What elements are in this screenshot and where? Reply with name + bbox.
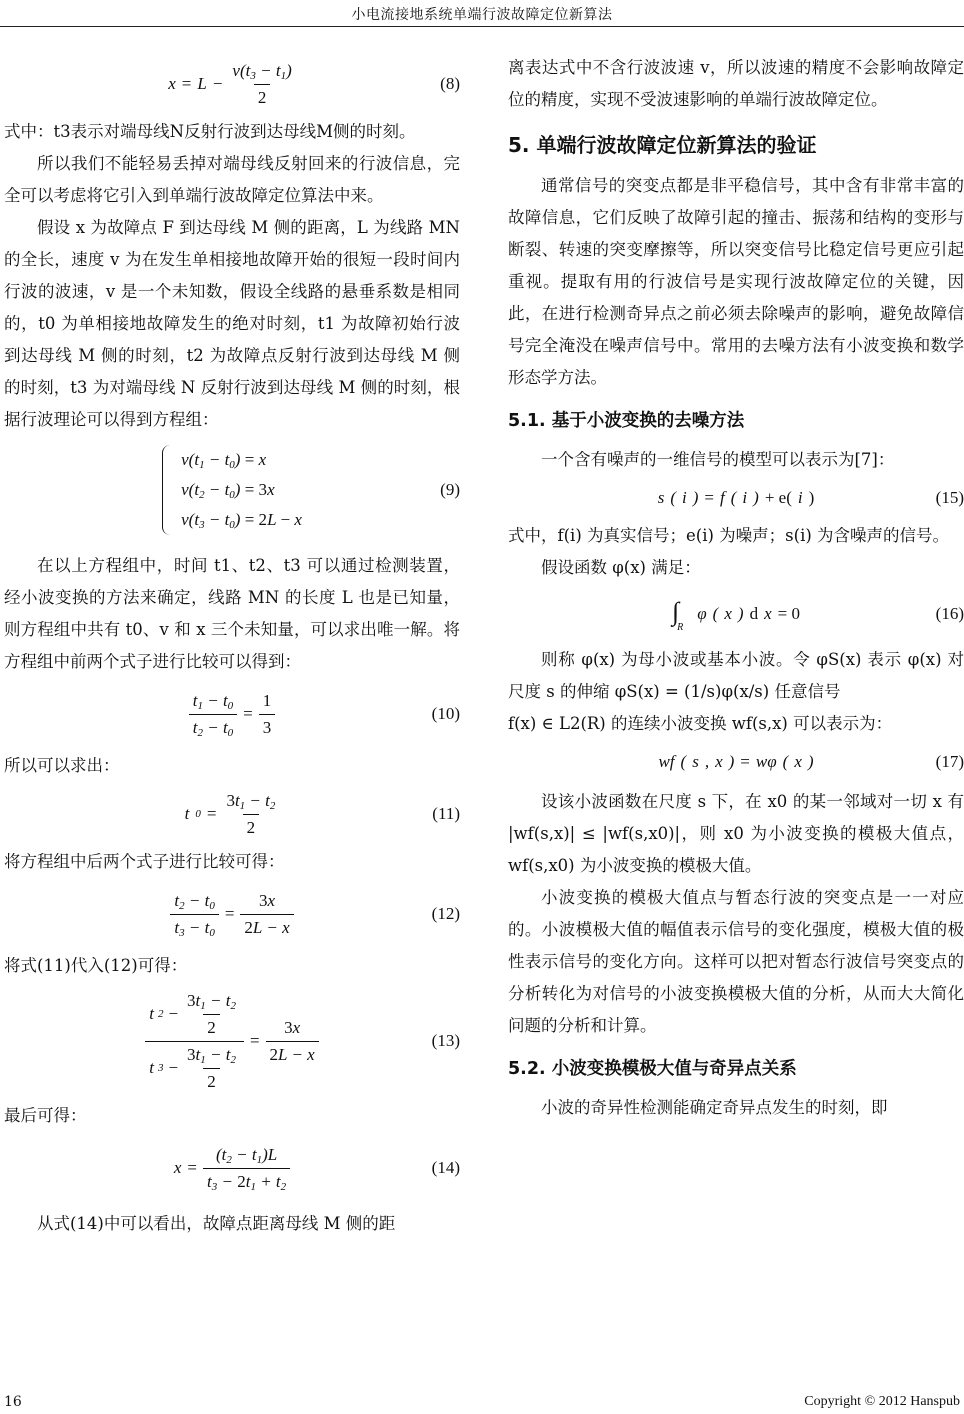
paragraph-where: 式中，f(i) 为真实信号；e(i) 为噪声；s(i) 为含噪声的信号。: [508, 526, 950, 545]
integral-sign: ∫: [672, 597, 680, 626]
paragraph-t3: 式中：t3表示对端母线N反射行波到达母线M侧的时刻。: [4, 122, 416, 141]
equation-14: x = $\frac{(t_2 - t_1)L}{t_3 - 2t_1 + t_2}$ (14): [173, 1144, 460, 1193]
equation-number: (16): [935, 604, 964, 623]
paragraph-assume: 假设 x 为故障点 F 到达母线 M 侧的距离，L 为线路 MN 的全长，速度 v 为在发生单相接地故障开始的很短一段时间内行波的波速，v 是一个未知数，假设全线路的悬垂系数是相同的，t0 为单相接地故障发生的绝对时刻，t1 为故障初始行波到达母线 M 侧的时刻，t2 为故障点反射行波到达母线 M 侧的时刻，t3 为对端母线 N 反射行波到达母线 M 侧的时刻，根据行波理论可以得到方程组：: [4, 218, 460, 429]
paragraph-final: 最后可得：: [4, 1106, 87, 1125]
paragraph-mother: 则称 φ(x) 为母小波或基本小波。令 φS(x) 表示 φ(x) 对尺度 s 的伸缩 φS(x) = (1/s)φ(x/s) 任意信号: [508, 650, 964, 701]
equation-number: (14): [431, 1158, 460, 1177]
right-column: [508, 52, 964, 1124]
paragraph-relation: 小波变换的模极大值点与暂态行波的突变点是一一对应的。小波模极大值的幅值表示信号的变化强度，模极大值的极性表示信号的变化方向。这样可以把对暂态行波信号突变点的分析转化为对信号的小波变换模极大值的分析，从而大大简化问题的分析和计算。: [508, 888, 964, 1035]
paragraph-model: 一个含有噪声的一维信号的模型可以表示为[7]：: [541, 450, 895, 469]
equation-number: (15): [935, 488, 964, 507]
equation-number: (12): [431, 904, 460, 923]
paragraph-continuous-wt: f(x) ∈ L2(R) 的连续小波变换 wf(s,x) 可以表示为：: [508, 714, 893, 733]
page-number: 16: [4, 1394, 22, 1410]
paragraph-from14: 从式(14)中可以看出，故障点距离母线 M 侧的距: [37, 1214, 396, 1233]
equation-12: $\frac{t_2 - t_0}{t_3 - t_0}$ = $\frac{3x}{2L - x}$ (12): [4, 882, 460, 946]
subsection-heading-5-2: 5.2. 小波变换模极大值与奇异点关系: [508, 1059, 797, 1079]
running-header: 小电流接地系统单端行波故障定位新算法: [351, 7, 613, 23]
section-heading-5: 5. 单端行波故障定位新算法的验证: [508, 133, 817, 157]
equation-17: wf ( s , x ) = wφ ( x ) (17): [508, 744, 964, 780]
equation-15: s ( i ) = f ( i ) + e( i ) (15): [508, 480, 964, 516]
left-column: [4, 52, 460, 1240]
equation-13: t 2 − $\frac{3t_1 - t_2}{2}$ t 3 − $\frac{3t_1 - t_2}{2}$ = $\frac{3x}{2L - x}$ (13): [4, 986, 460, 1096]
equation-8: x = L − $\frac{v(t_3 - t_1)}{2}$ (8): [168, 60, 460, 107]
equation-number: (17): [935, 752, 964, 771]
brace: [162, 445, 173, 535]
paragraph-continued: 离表达式中不含行波波速 v，所以波速的精度不会影响故障定位的精度，实现不受波速影响的单端行波故障定位。: [508, 58, 964, 109]
paragraph-signal: 通常信号的突变点都是非平稳信号，其中含有非常丰富的故障信息，它们反映了故障引起的撞击、振荡和结构的变形与断裂、转速的突变摩擦等，所以突变信号比稳定信号更应引起重视。提取有用的行波信号是实现行波故障定位的关键，因此，在进行检测奇异点之前必须去除噪声的影响，避免故障信号完全淹没在噪声信号中。常用的去噪方法有小波变换和数学形态学方法。: [508, 176, 964, 387]
equation-10: $\frac{t_1 - t_0}{t_2 - t_0}$ = $\frac{1}{3}$ (10): [4, 682, 460, 746]
copyright: Copyright © 2012 Hanspub: [804, 1394, 960, 1409]
paragraph-reflect: 所以我们不能轻易丢掉对端母线反射回来的行波信息，完全可以考虑将它引入到单端行波故障定位算法中来。: [4, 154, 460, 205]
paragraph-solve: 所以可以求出：: [4, 756, 120, 775]
equation-number: (9): [440, 480, 460, 499]
equation-9: $v(t_1 - t_0) = x$ $v(t_2 - t_0) = 3x$ $v(t_3 - t_0) = 2L - x$ (9): [4, 440, 460, 540]
equation-number: (8): [440, 74, 460, 93]
paragraph-phi: 假设函数 φ(x) 满足：: [541, 558, 701, 577]
paragraph-compare: 将方程组中后两个式子进行比较可得：: [4, 852, 285, 871]
paragraph-sub: 将式(11)代入(12)可得：: [4, 956, 188, 975]
header-rule: [0, 26, 964, 27]
paragraph-singularity: 小波的奇异性检测能确定奇异点发生的时刻，即: [541, 1098, 888, 1117]
equation-number: (10): [431, 704, 460, 723]
equation-number: (13): [431, 1031, 460, 1050]
subsection-heading-5-1: 5.1. 基于小波变换的去噪方法: [508, 411, 745, 431]
equation-11: t 0 = $\frac{3t_1 - t_2}{2}$ (11): [184, 790, 460, 837]
paragraph-system: 在以上方程组中，时间 t1、t2、t3 可以通过检测装置，经小波变换的方法来确定，线路 MN 的长度 L 也是已知量，则方程组中共有 t0、v 和 x 三个未知量，可以求出唯一解。将方程组中前两个式子进行比较可以得到：: [4, 556, 460, 671]
paragraph-modulus-maxima: 设该小波函数在尺度 s 下，在 x0 的某一邻域对一切 x 有 |wf(s,x)| ≤ |wf(s,x0)|，则 x0 为小波变换的模极大值点，wf(s,x0) 为小波变换的模极大值。: [508, 792, 964, 875]
equation-number: (11): [432, 804, 460, 823]
equation-16: ∫ R φ ( x ) d x = 0 (16): [672, 597, 964, 633]
